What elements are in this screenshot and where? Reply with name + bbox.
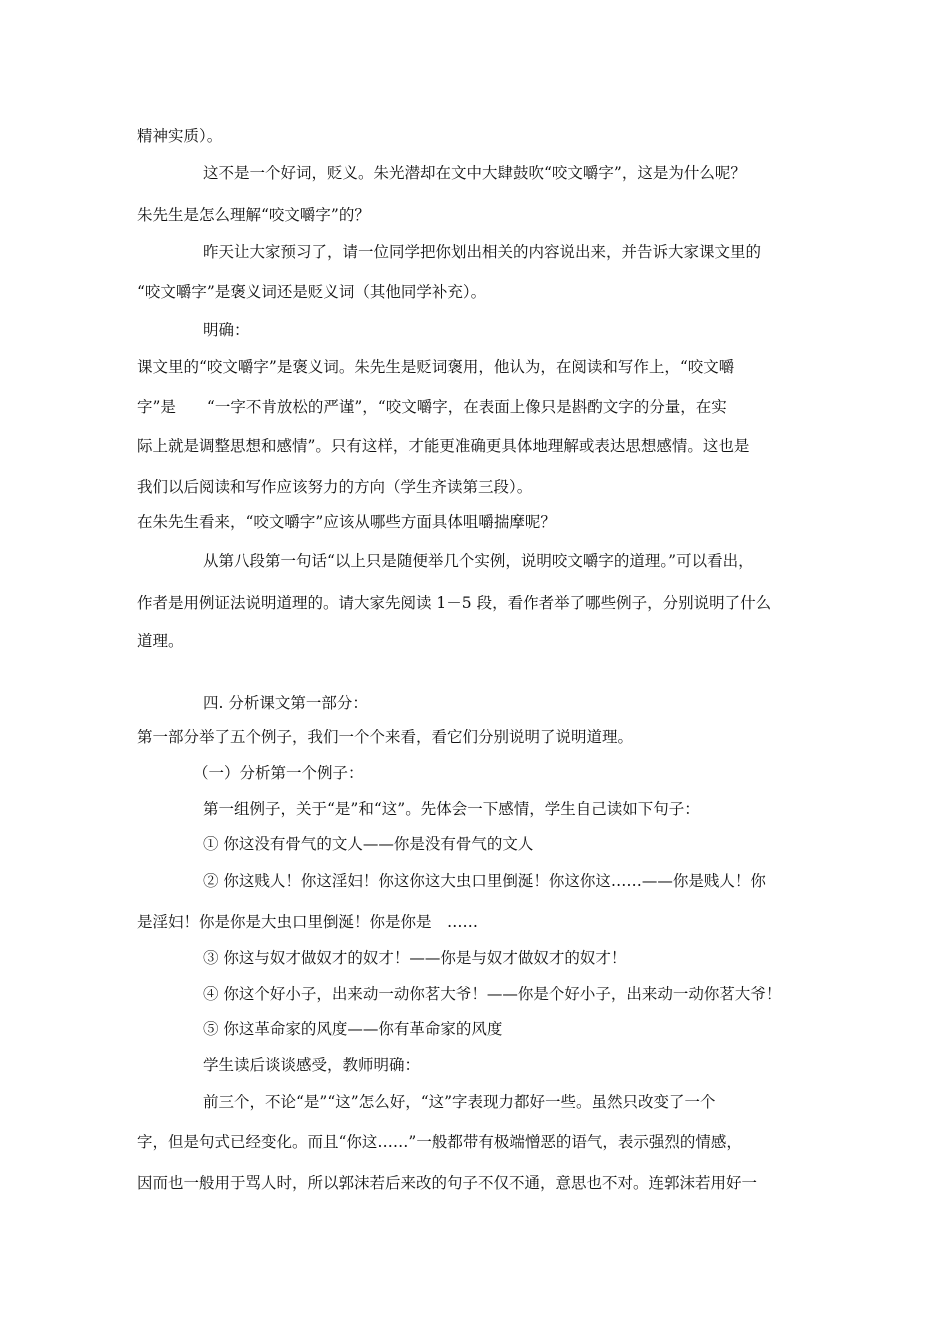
text-line: “咬文嚼字”是褒义词还是贬义词（其他同学补充）。 <box>137 283 487 301</box>
text-line: 这不是一个好词，贬义。朱光潜却在文中大肆鼓吹“咬文嚼字”，这是为什么呢？ <box>203 164 746 182</box>
example-item: ⑤ 你这革命家的风度——你有革命家的风度 <box>203 1020 503 1038</box>
text-line: 字”是 “一字不肯放松的严谨”，“咬文嚼字，在表面上像只是斟酌文字的分量，在实 <box>137 398 727 416</box>
text-line: 作者是用例证法说明道理的。请大家先阅读 1－5 段，看作者举了哪些例子，分别说明了什么 <box>137 594 772 612</box>
text-line: 学生读后谈谈感受，教师明确： <box>203 1056 421 1074</box>
text-line: 我们以后阅读和写作应该努力的方向（学生齐读第三段）。 <box>137 478 533 496</box>
text-line: 际上就是调整思想和感情”。只有这样，才能更准确更具体地理解或表达思想感情。这也是 <box>137 437 750 455</box>
text-line: 课文里的“咬文嚼字”是褒义词。朱先生是贬词褒用，他认为，在阅读和写作上，“咬文嚼 <box>137 358 735 376</box>
text-line: 因而也一般用于骂人时，所以郭沫若后来改的句子不仅不通，意思也不对。连郭沫若用好一 <box>137 1174 758 1192</box>
text-line: 字，但是句式已经变化。而且“你这……”一般都带有极端憎恶的语气，表示强烈的情感， <box>137 1133 742 1151</box>
text-line: 朱先生是怎么理解“咬文嚼字”的？ <box>137 206 370 224</box>
example-item: ① 你这没有骨气的文人——你是没有骨气的文人 <box>203 835 534 853</box>
text-line: 昨天让大家预习了，请一位同学把你划出相关的内容说出来，并告诉大家课文里的 <box>203 243 762 261</box>
text-line: 精神实质）。 <box>137 127 223 145</box>
section-heading: 四. 分析课文第一部分： <box>203 694 368 712</box>
text-line: 在朱先生看来，“咬文嚼字”应该从哪些方面具体咀嚼揣摩呢？ <box>137 513 556 531</box>
text-line: 第一组例子，关于“是”和“这”。先体会一下感情，学生自己读如下句子： <box>203 800 700 818</box>
text-line: 从第八段第一句话“以上只是随便举几个实例，说明咬文嚼字的道理。”可以看出， <box>203 552 754 570</box>
example-item: ③ 你这与奴才做奴才的奴才！——你是与奴才做奴才的奴才！ <box>203 949 627 967</box>
example-item-continuation: 是淫妇！你是你是大虫口里倒涎！你是你是 …… <box>137 913 479 931</box>
text-line: 第一部分举了五个例子，我们一个个来看，看它们分别说明了说明道理。 <box>137 728 634 746</box>
example-item: ② 你这贱人！你这淫妇！你这你这大虫口里倒涎！你这你这……——你是贱人！你 <box>203 872 766 890</box>
subsection-heading: （一）分析第一个例子： <box>193 764 364 782</box>
text-line: 明确： <box>203 321 250 339</box>
text-line: 前三个，不论“是”“这”怎么好，“这”字表现力都好一些。虽然只改变了一个 <box>203 1093 716 1111</box>
text-line: 道理。 <box>137 632 184 650</box>
example-item: ④ 你这个好小子，出来动一动你茗大爷！——你是个好小子，出来动一动你茗大爷！ <box>203 985 782 1003</box>
